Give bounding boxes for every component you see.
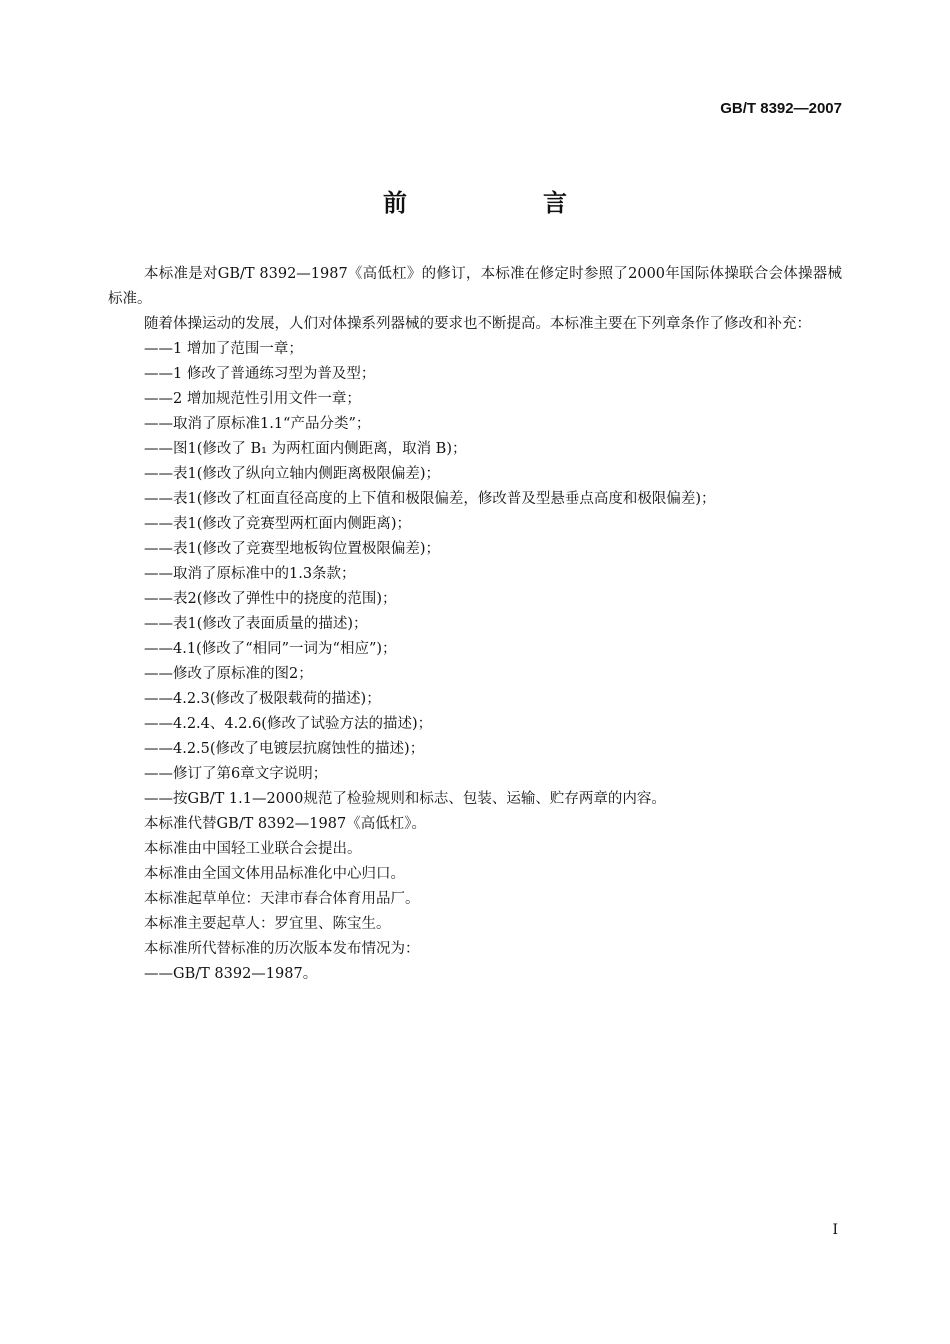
list-item: ——表1(修改了竞赛型两杠面内侧距离)； xyxy=(144,516,412,532)
intro-paragraph: 随着体操运动的发展，人们对体操系列器械的要求也不断提高。本标准主要在下列章条作了修改和补充： xyxy=(144,316,811,332)
page-number: I xyxy=(832,1222,838,1238)
statement-paragraph: 本标准所代替标准的历次版本发布情况为： xyxy=(144,941,420,957)
statement-paragraph: 本标准由全国文体用品标准化中心归口。 xyxy=(144,866,405,882)
list-item: ——表1(修改了表面质量的描述)； xyxy=(144,616,368,632)
list-item: ——4.2.3(修改了极限载荷的描述)； xyxy=(144,691,381,707)
statement-paragraph: 本标准由中国轻工业联合会提出。 xyxy=(144,841,362,857)
list-item: ——4.2.5(修改了电镀层抗腐蚀性的描述)； xyxy=(144,741,425,757)
page-title: 前 言 xyxy=(383,189,623,217)
list-item: ——取消了原标准中的1.3条款； xyxy=(144,566,356,582)
standard-code: GB/T 8392—2007 xyxy=(720,100,842,117)
list-item: ——1 修改了普通练习型为普及型； xyxy=(144,366,376,382)
history-item: ——GB/T 8392—1987。 xyxy=(144,966,318,982)
list-item: ——取消了原标准1.1“产品分类”； xyxy=(144,416,371,432)
change-list xyxy=(108,337,842,812)
list-item: ——图1(修改了 B₁ 为两杠面内侧距离，取消 B)； xyxy=(144,441,467,457)
statement-paragraph: 本标准主要起草人：罗宜里、陈宝生。 xyxy=(144,916,391,932)
list-item: ——4.1(修改了“相同”一词为“相应”)； xyxy=(144,641,397,657)
statement-paragraph: 本标准起草单位：天津市春合体育用品厂。 xyxy=(144,891,420,907)
document-body xyxy=(108,262,842,987)
list-item: ——1 增加了范围一章； xyxy=(144,341,303,357)
list-item: ——按GB/T 1.1—2000规范了检验规则和标志、包装、运输、贮存两章的内容。 xyxy=(144,791,666,807)
list-item: ——修改了原标准的图2； xyxy=(144,666,313,682)
list-item: ——表2(修改了弹性中的挠度的范围)； xyxy=(144,591,397,607)
list-item: ——表1(修改了竞赛型地板钩位置极限偏差)； xyxy=(144,541,441,557)
list-item: ——2 增加规范性引用文件一章； xyxy=(144,391,361,407)
list-item: ——表1(修改了杠面直径高度的上下值和极限偏差，修改普及型悬垂点高度和极限偏差)； xyxy=(144,491,716,507)
list-item: ——4.2.4、4.2.6(修改了试验方法的描述)； xyxy=(144,716,433,732)
statement-paragraph: 本标准代替GB/T 8392—1987《高低杠》。 xyxy=(144,816,426,832)
list-item: ——修订了第6章文字说明； xyxy=(144,766,328,782)
list-item: ——表1(修改了纵向立轴内侧距离极限偏差)； xyxy=(144,466,441,482)
intro-paragraph: 本标准是对GB/T 8392—1987《高低杠》的修订，本标准在修定时参照了2000年国际体操联合会体操器械标准。 xyxy=(108,266,842,307)
